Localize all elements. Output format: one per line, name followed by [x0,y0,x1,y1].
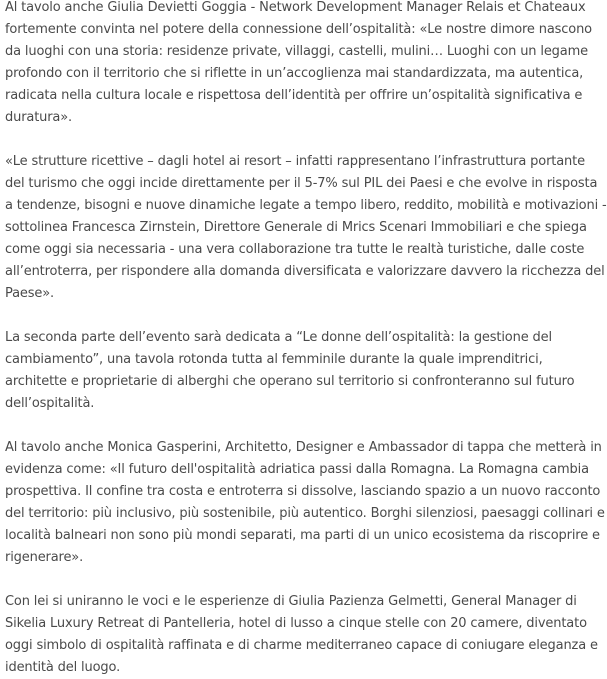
paragraph-gasperini: Al tavolo anche Monica Gasperini, Architetto, Designer e Ambassador di tappa che metterà in evidenza come: «Il futuro dell'ospitalità adriatica passi dalla Romagna. La Romagna cambia prospettiva. Il confine tra costa e entroterra si dissolve, lasciando spazio a un nuovo racconto del territorio: più inclusivo, più sostenibile, più autentico. Borghi silenziosi, paesaggi collinari e località balneari non sono più mondi separati, ma parti di un unico ecosistema da riscoprire e rigenerare». [5,440,605,565]
paragraph-devietti-goggia: Al tavolo anche Giulia Devietti Goggia - Network Development Manager Relais et Chateaux fortemente convinta nel potere della connessione dell’ospitalità: «Le nostre dimore nascono da luoghi con una storia: residenze private, villaggi, castelli, mulini… Luoghi con un legame profondo con il territorio che si riflette in un’accoglienza mai standardizzata, ma autentica, radicata nella cultura locale e rispettosa dell’identità per offrire un’ospitalità significativa e duratura». [5,0,592,125]
paragraph-zirnstein: «Le strutture ricettive – dagli hotel ai resort – infatti rappresentano l’infrastruttura portante del turismo che oggi incide direttamente per il 5-7% sul PIL dei Paesi e che evolve in risposta a tendenze, bisogni e nuove dinamiche legate a tempo libero, reddito, mobilità e motivazioni - sottolinea Francesca Zirnstein, Direttore Generale di Mrics Scenari Immobiliari e che spiega come oggi sia necessaria - una vera collaborazione tra tutte le realtà turistiche, dalle coste all’entroterra, per rispondere alla domanda diversificata e valorizzare davvero la ricchezza del Paese». [5,154,607,301]
paragraph-pazienza-gelmetti: Con lei si uniranno le voci e le esperienze di Giulia Pazienza Gelmetti, General Manager di Sikelia Luxury Retreat di Pantelleria, hotel di lusso a cinque stelle con 20 camere, diventato oggi simbolo di ospitalità raffinata e di charme mediterraneo capace di coniugare eleganza e identità del luogo. [5,594,598,675]
paragraph-donne-ospitalita: La seconda parte dell’evento sarà dedicata a “Le donne dell’ospitalità: la gestione del cambiamento”, una tavola rotonda tutta al femminile durante la quale imprenditrici, architette e proprietarie di alberghi che operano sul territorio si confronteranno sul futuro dell’ospitalità. [5,330,575,411]
